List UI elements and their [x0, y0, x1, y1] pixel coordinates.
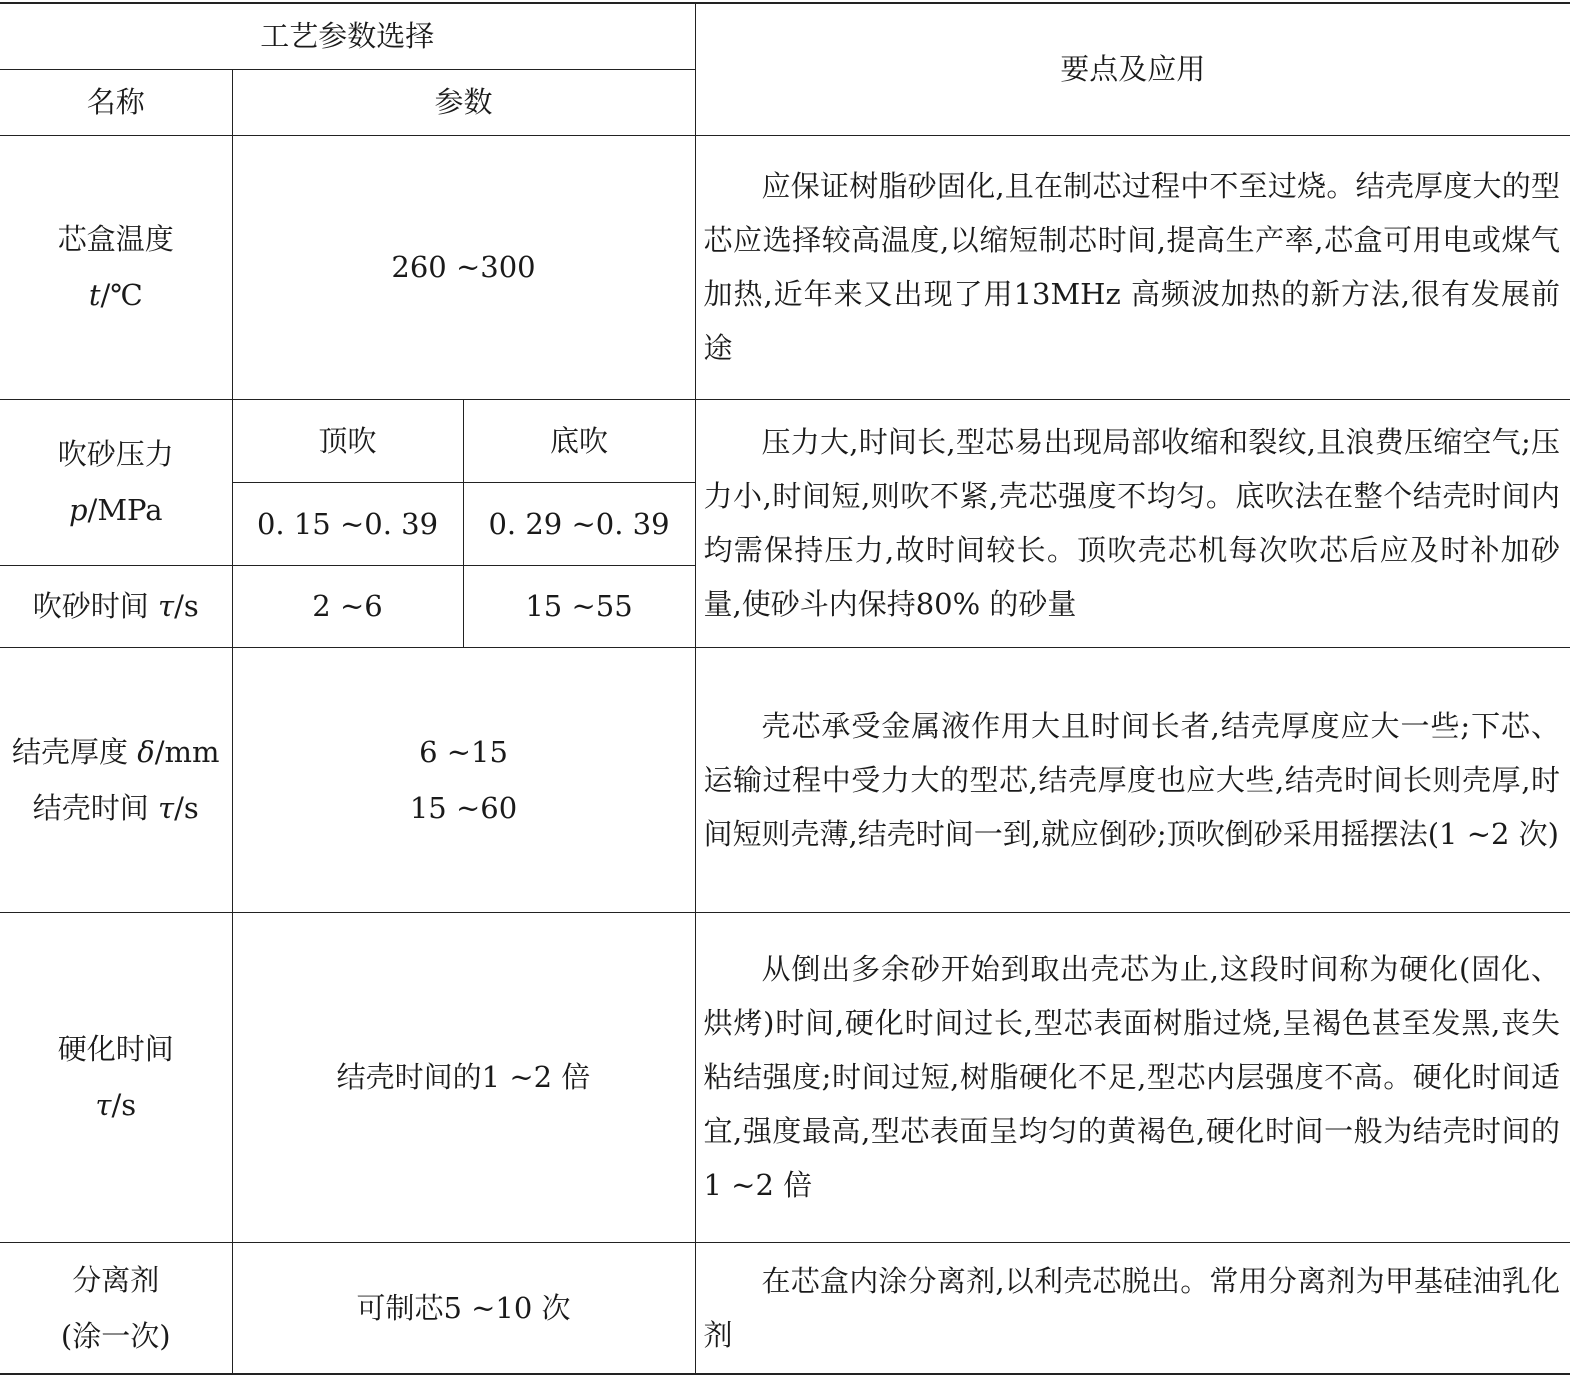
- process-parameter-table: [0, 2, 1570, 1375]
- name-cell: [0, 1242, 232, 1374]
- bottom-blow-time: 15 ~55: [463, 565, 695, 647]
- table-row-temp: [0, 135, 1570, 399]
- param-name: 分离剂: [72, 1262, 160, 1297]
- header-row-1: [0, 3, 1570, 69]
- top-blow-pressure: 0. 15 ~0. 39: [232, 482, 463, 565]
- table-row-release: [0, 1242, 1570, 1374]
- table-row-shell: [0, 647, 1570, 912]
- name-cell: 吹砂时间 τ/s: [0, 565, 232, 647]
- param-name: 结壳时间 τ/s: [32, 790, 199, 825]
- param-value: 可制芯5 ~10 次: [232, 1242, 695, 1374]
- bottom-blow-pressure: 0. 29 ~0. 39: [463, 482, 695, 565]
- param-note: (涂一次): [60, 1318, 171, 1353]
- param-unit: p/MPa: [68, 493, 163, 527]
- top-blow-label: 顶吹: [232, 399, 463, 482]
- param-name: 芯盒温度: [57, 222, 174, 256]
- param-value: 6 ~15 15 ~60: [232, 647, 695, 912]
- param-name: 吹砂压力: [57, 437, 174, 471]
- param-value: 结壳时间的1 ~2 倍: [232, 912, 695, 1242]
- table-row-pressure-labels: [0, 399, 1570, 482]
- bottom-blow-label: 底吹: [463, 399, 695, 482]
- param-value: 260 ~300: [232, 135, 695, 399]
- name-cell: [0, 647, 232, 912]
- notes-cell: 压力大,时间长,型芯易出现局部收缩和裂纹,且浪费压缩空气;压力小,时间短,则吹不紧,壳芯强度不均匀。底吹法在整个结壳时间内均需保持压力,故时间较长。顶吹壳芯机每次吹芯后应及时补加砂量,使砂斗内保持80% 的砂量: [695, 399, 1570, 647]
- notes-cell: 在芯盒内涂分离剂,以利壳芯脱出。常用分离剂为甲基硅油乳化剂: [695, 1242, 1570, 1374]
- table-row-cure: [0, 912, 1570, 1242]
- header-notes: 要点及应用: [695, 3, 1570, 135]
- param-name: 硬化时间: [57, 1032, 174, 1066]
- header-name: 名称: [0, 69, 232, 135]
- param-unit: t/℃: [88, 278, 143, 312]
- notes-cell: 壳芯承受金属液作用大且时间长者,结壳厚度应大一些;下芯、运输过程中受力大的型芯,结壳厚度也应大些,结壳时间长则壳厚,时间短则壳薄,结壳时间一到,就应倒砂;顶吹倒砂采用摇摆法(1 ~2 次): [695, 647, 1570, 912]
- notes-cell: 从倒出多余砂开始到取出壳芯为止,这段时间称为硬化(固化、烘烤)时间,硬化时间过长,型芯表面树脂过烧,呈褐色甚至发黑,丧失粘结强度;时间过短,树脂硬化不足,型芯内层强度不高。硬化时间适宜,强度最高,型芯表面呈均匀的黄褐色,硬化时间一般为结壳时间的1 ~2 倍: [695, 912, 1570, 1242]
- name-cell: [0, 135, 232, 399]
- header-param: 参数: [232, 69, 695, 135]
- notes-cell: 应保证树脂砂固化,且在制芯过程中不至过烧。结壳厚度大的型芯应选择较高温度,以缩短制芯时间,提高生产率,芯盒可用电或煤气加热,近年来又出现了用13MHz 高频波加热的新方法,很有发展前途: [695, 135, 1570, 399]
- param-name: 结壳厚度 δ/mm: [12, 734, 220, 769]
- param-unit: τ/s: [95, 1088, 137, 1122]
- top-blow-time: 2 ~6: [232, 565, 463, 647]
- header-group: 工艺参数选择: [0, 3, 695, 69]
- name-cell: [0, 912, 232, 1242]
- name-cell: [0, 399, 232, 565]
